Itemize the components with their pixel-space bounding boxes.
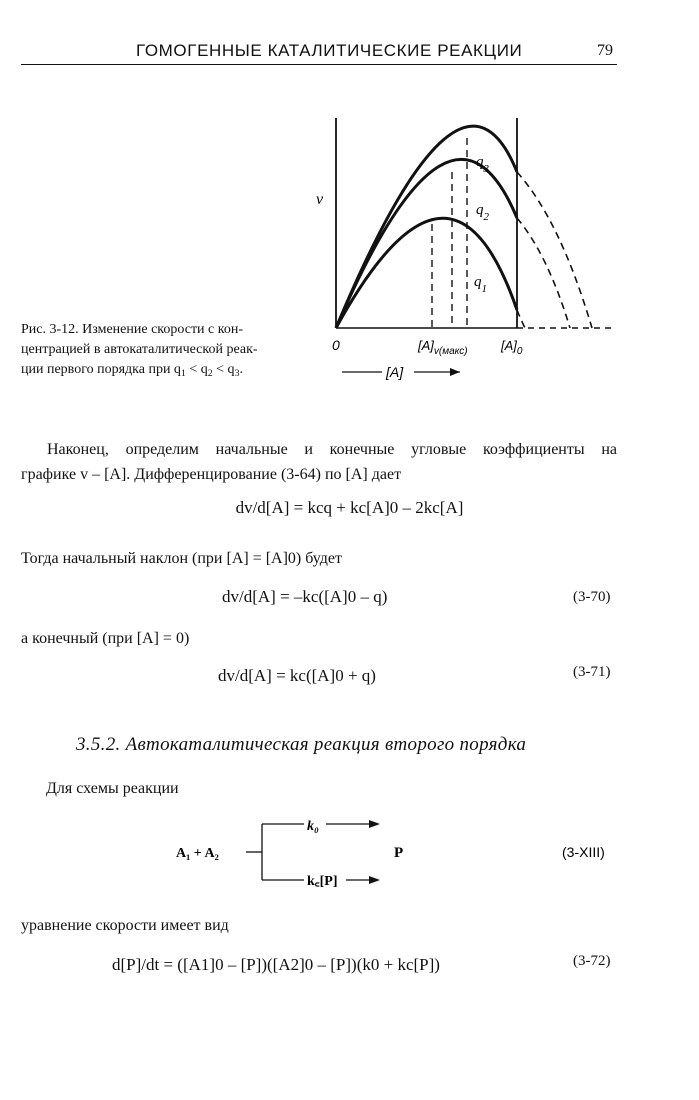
curve-q2 (336, 159, 517, 328)
paragraph-intro-line-1: Наконец, определим начальные и конечные угловые коэффициенты на (47, 441, 617, 458)
x-axis-arrowhead (450, 368, 460, 376)
curve-label-q2: $q_2$ (476, 202, 489, 223)
scheme-kc-label: k꜀[P] (307, 874, 338, 889)
equation-number-3-72: (3-72) (573, 953, 611, 969)
running-header-title: ГОМОГЕННЫЕ КАТАЛИТИЧЕСКИЕ РЕАКЦИИ (136, 41, 523, 60)
x-axis-label: [A] (386, 364, 404, 380)
tick-label-a0: $[A]_0$ (501, 338, 523, 357)
scheme-product: P (394, 845, 404, 861)
text-scheme-intro: Для схемы реакции (46, 780, 179, 797)
reaction-scheme (150, 810, 630, 900)
equation-derivative: dv/d[A] = k‌cq + kc[A]0 – 2kc[A] (235, 498, 464, 517)
rate-vs-concentration-figure (290, 110, 620, 390)
caption-line-1: Рис. 3-12. Изменение скорости с кон- (21, 322, 244, 337)
scheme-reactants: A₁ + A₂ (176, 846, 219, 861)
caption-line-2: центрацией в автокаталитической реак- (21, 342, 258, 357)
section-heading: 3.5.2. Автокаталитическая реакция второго порядка (76, 734, 527, 755)
equation-number-3-71: (3-71) (573, 664, 611, 680)
scheme-k0-arrowhead (369, 820, 380, 828)
page-number: 79 (597, 42, 613, 59)
curve-label-q3: $q_3$ (476, 154, 489, 175)
text-rate-equation-intro: уравнение скорости имеет вид (21, 917, 229, 934)
header-rule (21, 64, 617, 65)
paragraph-intro-line-2: графике v – [A]. Дифференцирование (3-64) по [A] дает (21, 466, 402, 483)
y-axis-label: v (316, 191, 324, 208)
scheme-k0-label: k₀ (307, 819, 319, 834)
equation-3-70: dv/d[A] = –kc([A]0 – q) (222, 587, 388, 606)
curve-label-q1: $q_1$ (474, 274, 487, 295)
text-initial-slope: Тогда начальный наклон (при [A] = [A]0) будет (21, 550, 343, 567)
tick-label-a-vmax: $[A]_{v(макс)}$ (418, 338, 468, 357)
equation-3-72: d[P]/dt = ([A1]0 – [P])([A2]0 – [P])(k0 + kc[P]) (112, 955, 440, 974)
curve-q1-extension (517, 310, 525, 328)
equation-number-3-70: (3-70) (573, 589, 611, 605)
text-final-slope: а конечный (при [A] = 0) (21, 630, 190, 647)
curve-q3 (336, 126, 517, 328)
scheme-kc-arrowhead (369, 876, 380, 884)
caption-line-3: ции первого порядка при $q_1 < q_2 < q_3$. (21, 362, 243, 379)
curve-q3-extension (517, 172, 592, 328)
paragraph-intro (21, 437, 617, 487)
curve-q1 (336, 218, 517, 328)
origin-label: 0 (332, 337, 340, 353)
figure-caption (21, 320, 307, 380)
equation-3-71: dv/d[A] = kc([A]0 + q) (218, 666, 376, 685)
scheme-number: (3-XIII) (562, 844, 605, 860)
curve-q2-extension (517, 218, 570, 328)
